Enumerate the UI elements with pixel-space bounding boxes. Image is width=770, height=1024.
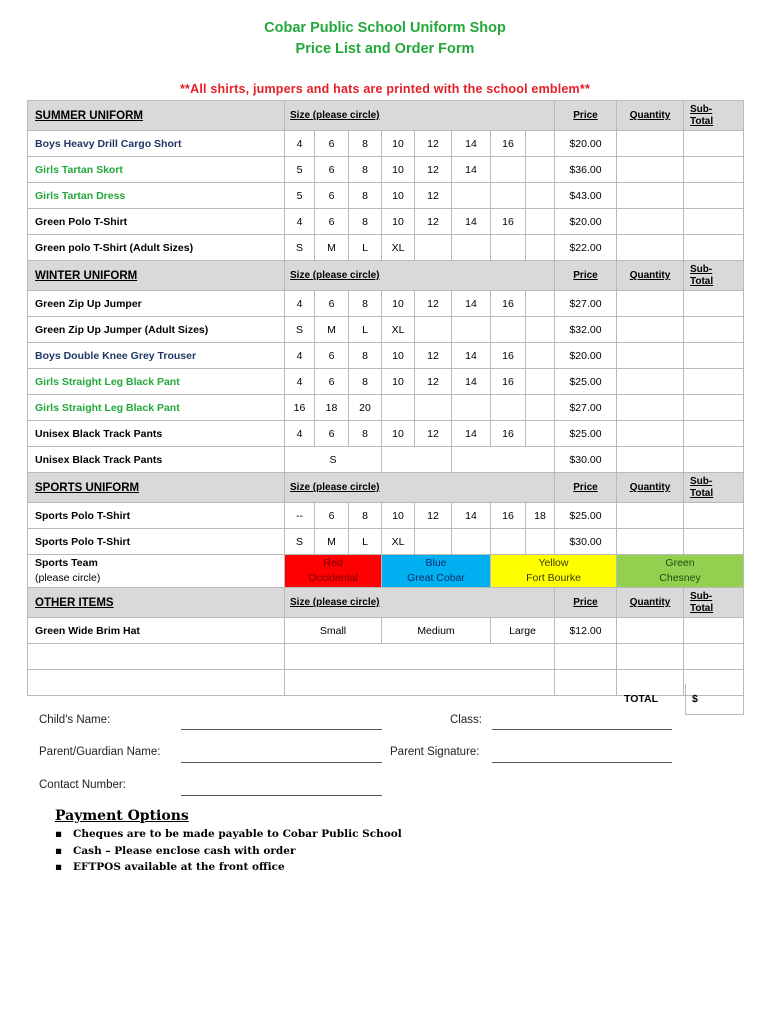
subtotal-cell[interactable] — [684, 529, 744, 555]
winter-heading: WINTER UNIFORM — [28, 261, 285, 291]
parent-signature-field[interactable] — [492, 762, 672, 763]
size-option[interactable] — [491, 395, 526, 421]
item-name: Green polo T-Shirt (Adult Sizes) — [28, 235, 285, 261]
quantity-cell[interactable] — [617, 317, 684, 343]
size-option[interactable]: 4 — [285, 209, 315, 235]
size-option[interactable]: 10 — [382, 183, 415, 209]
item-name: Unisex Black Track Pants — [28, 421, 285, 447]
size-option[interactable]: 16 — [285, 395, 315, 421]
size-option[interactable] — [415, 395, 452, 421]
item-price: $20.00 — [555, 343, 617, 369]
size-header: Size (please circle) — [285, 473, 555, 503]
team-green-option[interactable]: Green Chesney — [617, 555, 744, 588]
payment-options-title: Payment Options — [55, 808, 189, 824]
price-header: Price — [555, 261, 617, 291]
size-option[interactable] — [452, 317, 491, 343]
quantity-header: Quantity — [617, 473, 684, 503]
size-option[interactable]: Large — [491, 618, 555, 644]
contact-number-field[interactable] — [181, 795, 382, 796]
size-option[interactable]: 12 — [415, 209, 452, 235]
size-option[interactable]: 16 — [491, 343, 526, 369]
team-red-option[interactable]: Red Occidental — [285, 555, 382, 588]
item-price: $30.00 — [555, 529, 617, 555]
quantity-cell[interactable] — [617, 644, 684, 670]
size-header: Size (please circle) — [285, 588, 555, 618]
item-price: $43.00 — [555, 183, 617, 209]
size-option[interactable]: 8 — [349, 421, 382, 447]
form-title: Cobar Public School Uniform Shop — [264, 20, 506, 36]
quantity-cell[interactable] — [617, 183, 684, 209]
emblem-note: **All shirts, jumpers and hats are printed with the school emblem** — [179, 82, 591, 96]
size-option[interactable]: 14 — [452, 157, 491, 183]
size-header: Size (please circle) — [285, 101, 555, 131]
team-blue-option[interactable]: Blue Great Cobar — [382, 555, 491, 588]
size-option[interactable] — [526, 209, 555, 235]
quantity-cell[interactable] — [617, 235, 684, 261]
quantity-cell[interactable] — [617, 369, 684, 395]
class-field[interactable] — [492, 729, 672, 730]
item-price: $36.00 — [555, 157, 617, 183]
size-option[interactable]: 12 — [415, 421, 452, 447]
size-option[interactable]: 6 — [315, 183, 349, 209]
quantity-cell[interactable] — [617, 291, 684, 317]
form-subtitle: Price List and Order Form — [295, 41, 475, 57]
table-row — [28, 421, 744, 447]
table-row — [28, 291, 744, 317]
blank-size-cell[interactable] — [285, 670, 555, 696]
size-option[interactable]: 16 — [491, 503, 526, 529]
size-option[interactable]: 10 — [382, 369, 415, 395]
item-name: Girls Tartan Skort — [28, 157, 285, 183]
item-price: $20.00 — [555, 209, 617, 235]
price-header: Price — [555, 473, 617, 503]
table-row — [28, 529, 744, 555]
bullet-icon: ▪ — [55, 861, 63, 873]
subtotal-cell[interactable] — [684, 447, 744, 473]
total-box — [618, 684, 744, 715]
table-row — [28, 503, 744, 529]
size-option[interactable]: 10 — [382, 503, 415, 529]
child-name-label: Child's Name: — [39, 714, 111, 726]
summer-header-row — [28, 101, 744, 131]
item-price: $25.00 — [555, 503, 617, 529]
size-option[interactable]: 14 — [452, 209, 491, 235]
item-name: Green Wide Brim Hat — [28, 618, 285, 644]
list-item: ▪ Cheques are to be made payable to Cobar Public School — [55, 828, 402, 840]
size-option[interactable]: 8 — [349, 343, 382, 369]
size-option[interactable] — [415, 529, 452, 555]
size-option[interactable]: XL — [382, 317, 415, 343]
size-option[interactable]: 10 — [382, 157, 415, 183]
quantity-cell[interactable] — [617, 529, 684, 555]
size-option[interactable]: 12 — [415, 157, 452, 183]
item-price: $27.00 — [555, 395, 617, 421]
parent-name-label: Parent/Guardian Name: — [39, 746, 161, 758]
size-option[interactable] — [526, 395, 555, 421]
sports-team-label: Sports Team (please circle) — [28, 555, 285, 588]
table-row — [28, 235, 744, 261]
item-name: Girls Straight Leg Black Pant — [28, 369, 285, 395]
size-option[interactable]: 8 — [349, 369, 382, 395]
subtotal-cell[interactable] — [684, 131, 744, 157]
quantity-cell[interactable] — [617, 395, 684, 421]
size-option[interactable]: 14 — [452, 369, 491, 395]
size-option[interactable]: 20 — [349, 395, 382, 421]
quantity-header: Quantity — [617, 261, 684, 291]
size-option[interactable]: Small — [285, 618, 382, 644]
item-name: Sports Polo T-Shirt — [28, 529, 285, 555]
size-option[interactable] — [526, 157, 555, 183]
size-option[interactable] — [491, 183, 526, 209]
size-option[interactable] — [526, 183, 555, 209]
size-option[interactable] — [526, 317, 555, 343]
item-price: $30.00 — [555, 447, 617, 473]
winter-items — [28, 291, 744, 447]
size-option[interactable]: 12 — [415, 183, 452, 209]
size-option[interactable]: 4 — [285, 421, 315, 447]
size-option[interactable]: 10 — [382, 421, 415, 447]
quantity-cell[interactable] — [617, 343, 684, 369]
quantity-header: Quantity — [617, 101, 684, 131]
sports-header-row — [28, 473, 744, 503]
size-option[interactable]: 16 — [491, 369, 526, 395]
item-price: $20.00 — [555, 131, 617, 157]
table-row — [28, 343, 744, 369]
size-option[interactable] — [382, 395, 415, 421]
table-row — [28, 447, 744, 473]
size-option[interactable]: 6 — [315, 421, 349, 447]
size-option[interactable]: 8 — [349, 291, 382, 317]
blank-item-cell[interactable] — [28, 670, 285, 696]
size-option[interactable]: S — [285, 235, 315, 261]
other-heading: OTHER ITEMS — [28, 588, 285, 618]
quantity-cell[interactable] — [617, 131, 684, 157]
size-option[interactable] — [526, 369, 555, 395]
other-header-row — [28, 588, 744, 618]
size-option[interactable]: 14 — [452, 421, 491, 447]
size-option[interactable]: 16 — [491, 131, 526, 157]
price-header: Price — [555, 101, 617, 131]
size-option[interactable]: 8 — [349, 209, 382, 235]
class-label: Class: — [450, 714, 482, 726]
size-option[interactable]: 12 — [415, 291, 452, 317]
size-option[interactable] — [526, 235, 555, 261]
size-option[interactable]: S — [285, 317, 315, 343]
parent-signature-label: Parent Signature: — [390, 746, 480, 758]
size-option[interactable] — [415, 317, 452, 343]
size-header: Size (please circle) — [285, 261, 555, 291]
price-header: Price — [555, 588, 617, 618]
order-table — [27, 100, 744, 696]
subtotal-cell[interactable] — [684, 343, 744, 369]
size-option[interactable] — [415, 235, 452, 261]
item-name: Green Zip Up Jumper — [28, 291, 285, 317]
subtotal-cell[interactable] — [684, 503, 744, 529]
sports-team-row — [28, 555, 744, 588]
size-option[interactable]: 12 — [415, 503, 452, 529]
size-option[interactable] — [452, 529, 491, 555]
quantity-header: Quantity — [617, 588, 684, 618]
size-option[interactable]: 12 — [415, 369, 452, 395]
quantity-cell[interactable] — [617, 209, 684, 235]
blank-price-cell[interactable] — [555, 644, 617, 670]
subtotal-cell[interactable] — [684, 618, 744, 644]
item-name: Girls Tartan Dress — [28, 183, 285, 209]
item-name: Boys Double Knee Grey Trouser — [28, 343, 285, 369]
quantity-cell[interactable] — [617, 618, 684, 644]
table-row — [28, 395, 744, 421]
team-yellow-option[interactable]: Yellow Fort Bourke — [491, 555, 617, 588]
size-option[interactable] — [452, 183, 491, 209]
size-option[interactable]: 12 — [415, 131, 452, 157]
table-row — [28, 183, 744, 209]
size-option[interactable] — [491, 157, 526, 183]
size-option[interactable]: 16 — [491, 291, 526, 317]
size-option[interactable]: 18 — [315, 395, 349, 421]
size-option[interactable] — [491, 235, 526, 261]
size-option[interactable] — [526, 343, 555, 369]
item-price: $12.00 — [555, 618, 617, 644]
size-option[interactable]: 4 — [285, 131, 315, 157]
size-option[interactable] — [491, 317, 526, 343]
size-option-empty — [382, 447, 452, 473]
item-name: Girls Straight Leg Black Pant — [28, 395, 285, 421]
subtotal-cell[interactable] — [684, 395, 744, 421]
item-price: $25.00 — [555, 369, 617, 395]
size-option[interactable]: 8 — [349, 503, 382, 529]
bullet-icon: ▪ — [55, 844, 63, 857]
size-option[interactable]: 4 — [285, 343, 315, 369]
blank-size-cell[interactable] — [285, 644, 555, 670]
size-option[interactable] — [491, 529, 526, 555]
size-option[interactable]: 6 — [315, 209, 349, 235]
item-price: $25.00 — [555, 421, 617, 447]
subtotal-cell[interactable] — [684, 235, 744, 261]
size-option[interactable]: 10 — [382, 343, 415, 369]
size-option[interactable]: XL — [382, 235, 415, 261]
size-option[interactable]: L — [349, 235, 382, 261]
quantity-cell[interactable] — [617, 157, 684, 183]
quantity-cell[interactable] — [617, 503, 684, 529]
subtotal-cell[interactable] — [684, 157, 744, 183]
contact-number-label: Contact Number: — [39, 779, 126, 791]
size-option[interactable]: 16 — [491, 421, 526, 447]
subtotal-cell[interactable] — [684, 644, 744, 670]
size-option[interactable]: M — [315, 317, 349, 343]
subtotal-header: Sub- Total — [684, 261, 744, 291]
size-option[interactable]: 10 — [382, 131, 415, 157]
size-option[interactable]: 5 — [285, 183, 315, 209]
subtotal-cell[interactable] — [684, 369, 744, 395]
subtotal-header: Sub- Total — [684, 101, 744, 131]
size-option[interactable]: 8 — [349, 131, 382, 157]
size-option[interactable] — [452, 235, 491, 261]
size-option[interactable]: L — [349, 529, 382, 555]
size-option[interactable] — [526, 421, 555, 447]
size-option[interactable]: 6 — [315, 343, 349, 369]
table-row — [28, 317, 744, 343]
size-option[interactable]: Medium — [382, 618, 491, 644]
size-option[interactable]: 4 — [285, 369, 315, 395]
parent-name-field[interactable] — [181, 762, 382, 763]
size-option[interactable]: 10 — [382, 209, 415, 235]
subtotal-header: Sub- Total — [684, 473, 744, 503]
list-item: ▪ EFTPOS available at the front office — [55, 861, 285, 873]
subtotal-cell[interactable] — [684, 317, 744, 343]
size-option[interactable] — [526, 529, 555, 555]
subtotal-cell[interactable] — [684, 421, 744, 447]
item-name: Green Zip Up Jumper (Adult Sizes) — [28, 317, 285, 343]
subtotal-cell[interactable] — [684, 183, 744, 209]
size-option[interactable]: 5 — [285, 157, 315, 183]
size-option-empty — [452, 447, 555, 473]
size-option[interactable]: 6 — [315, 503, 349, 529]
sports-items — [28, 503, 744, 555]
winter-header-row — [28, 261, 744, 291]
table-row — [28, 131, 744, 157]
size-option[interactable]: M — [315, 235, 349, 261]
size-option[interactable] — [452, 395, 491, 421]
size-option[interactable]: 8 — [349, 157, 382, 183]
size-option[interactable]: -- — [285, 503, 315, 529]
size-option[interactable]: 6 — [315, 291, 349, 317]
size-option[interactable]: 16 — [491, 209, 526, 235]
size-option[interactable]: 6 — [315, 369, 349, 395]
size-option[interactable]: M — [315, 529, 349, 555]
sports-heading: SPORTS UNIFORM — [28, 473, 285, 503]
blank-item-cell[interactable] — [28, 644, 285, 670]
size-option[interactable]: 10 — [382, 291, 415, 317]
size-option[interactable]: 6 — [315, 157, 349, 183]
item-name: Green Polo T-Shirt — [28, 209, 285, 235]
size-option[interactable]: 4 — [285, 291, 315, 317]
child-name-field[interactable] — [181, 729, 382, 730]
bullet-icon: ▪ — [55, 828, 63, 840]
size-option[interactable]: 14 — [452, 131, 491, 157]
size-option[interactable]: S — [285, 447, 382, 473]
summer-items — [28, 131, 744, 261]
size-option[interactable]: 14 — [452, 291, 491, 317]
size-option[interactable]: 14 — [452, 503, 491, 529]
subtotal-header: Sub- Total — [684, 588, 744, 618]
size-option[interactable]: 18 — [526, 503, 555, 529]
quantity-cell[interactable] — [617, 421, 684, 447]
item-price: $22.00 — [555, 235, 617, 261]
size-option[interactable] — [526, 291, 555, 317]
list-item: ▪ Cash – Please enclose cash with order — [55, 844, 296, 857]
table-row — [28, 618, 744, 644]
size-option[interactable] — [526, 131, 555, 157]
size-option[interactable]: 6 — [315, 131, 349, 157]
quantity-cell[interactable] — [617, 447, 684, 473]
total-label: TOTAL — [618, 684, 686, 715]
size-option[interactable]: XL — [382, 529, 415, 555]
size-option[interactable]: 8 — [349, 183, 382, 209]
item-price: $27.00 — [555, 291, 617, 317]
size-option[interactable]: S — [285, 529, 315, 555]
size-option[interactable]: 12 — [415, 343, 452, 369]
size-option[interactable]: 14 — [452, 343, 491, 369]
blank-price-cell[interactable] — [555, 670, 617, 696]
summer-heading: SUMMER UNIFORM — [28, 101, 285, 131]
total-value-field[interactable]: $ — [686, 684, 744, 715]
subtotal-cell[interactable] — [684, 291, 744, 317]
blank-row — [28, 644, 744, 670]
table-row — [28, 157, 744, 183]
table-row — [28, 209, 744, 235]
item-price: $32.00 — [555, 317, 617, 343]
table-row — [28, 369, 744, 395]
item-name: Boys Heavy Drill Cargo Short — [28, 131, 285, 157]
item-name: Unisex Black Track Pants — [28, 447, 285, 473]
payment-options-list — [55, 828, 402, 878]
subtotal-cell[interactable] — [684, 209, 744, 235]
item-name: Sports Polo T-Shirt — [28, 503, 285, 529]
size-option[interactable]: L — [349, 317, 382, 343]
